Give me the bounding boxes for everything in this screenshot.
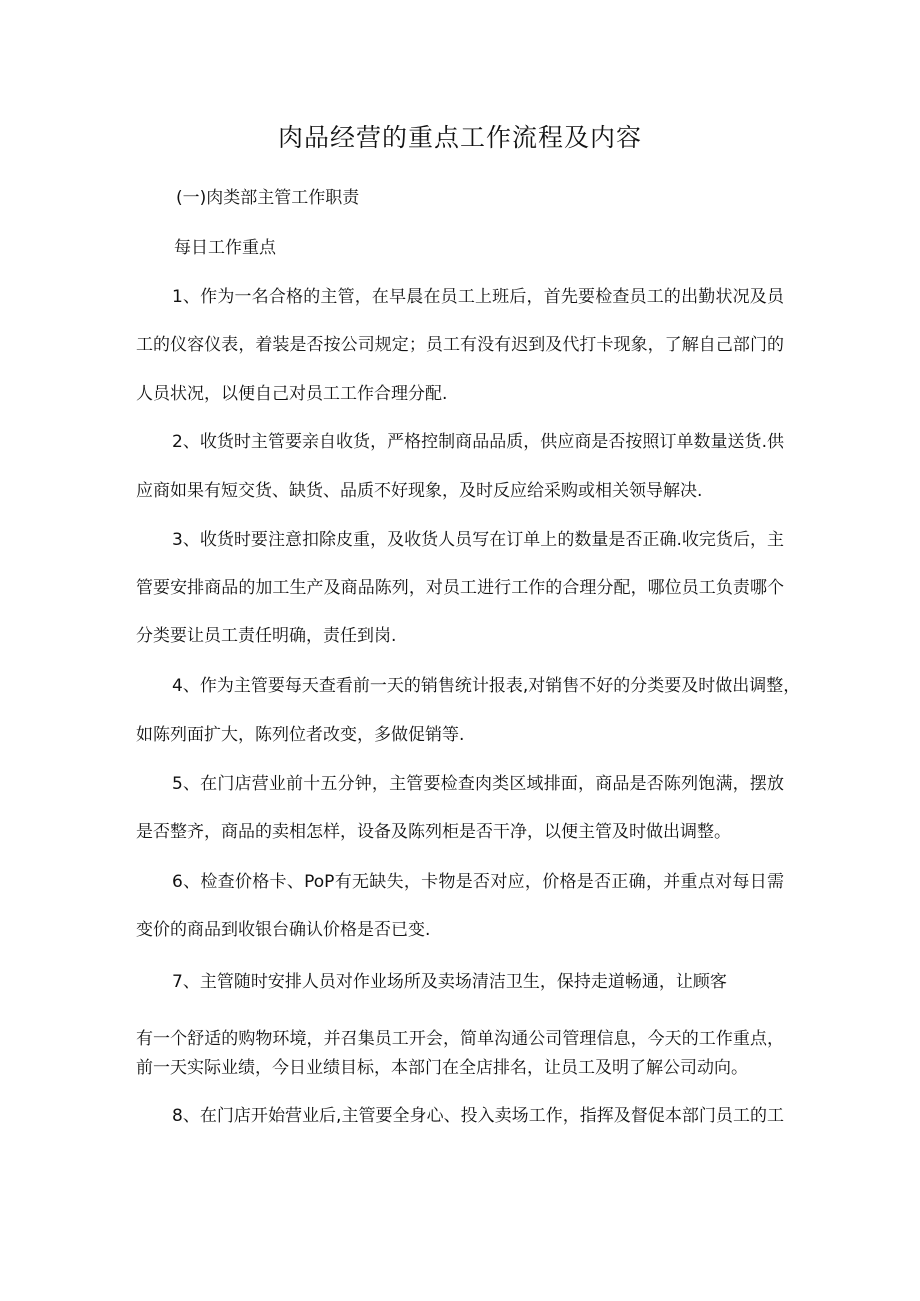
paragraph-8-line-1: 8、在门店开始营业后,主管要全身心、投入卖场工作，指挥及督促本部门员工的工 <box>172 1106 784 1126</box>
paragraph-5-line-2: 是否整齐，商品的卖相怎样，设备及陈列柜是否干净，以便主管及时做出调整。 <box>136 822 731 842</box>
paragraph-1-line-1: 1、作为一名合格的主管，在早晨在员工上班后，首先要检查员工的出勤状况及员 <box>172 287 784 307</box>
paragraph-2-line-2: 应商如果有短交货、缺货、品质不好现象，及时反应给采购或相关领导解决. <box>136 481 703 501</box>
paragraph-1-line-3: 人员状况，以便自己对员工工作合理分配. <box>136 384 448 404</box>
paragraph-4-line-2: 如陈列面扩大，陈列位者改变，多做促销等. <box>136 725 465 745</box>
paragraph-4-line-1: 4、作为主管要每天查看前一天的销售统计报表,对销售不好的分类要及时做出调整， <box>172 676 801 696</box>
paragraph-7-line-3: 前一天实际业绩，今日业绩目标，本部门在全店排名，让员工及明了解公司动向。 <box>136 1058 748 1078</box>
paragraph-2-line-1: 2、收货时主管要亲自收货，严格控制商品品质，供应商是否按照订单数量送货.供 <box>172 432 784 452</box>
document-title: 肉品经营的重点工作流程及内容 <box>277 123 642 152</box>
subheading: 每日工作重点 <box>174 238 276 258</box>
paragraph-3-line-1: 3、收货时要注意扣除皮重，及收货人员写在订单上的数量是否正确.收完货后，主 <box>172 530 784 550</box>
paragraph-1-line-2: 工的仪容仪表，着装是否按公司规定；员工有没有迟到及代打卡现象，了解自己部门的 <box>136 335 784 355</box>
paragraph-6-line-1: 6、检查价格卡、PoP有无缺失，卡物是否对应，价格是否正确，并重点对每日需 <box>172 872 784 892</box>
paragraph-7-line-2: 有一个舒适的购物环境，并召集员工开会，简单沟通公司管理信息，今天的工作重点， <box>136 1029 784 1049</box>
paragraph-6-line-2: 变价的商品到收银台确认价格是否已变. <box>136 920 431 940</box>
section-heading: (一)肉类部主管工作职责 <box>176 188 360 208</box>
paragraph-3-line-3: 分类要让员工责任明确，责任到岗. <box>136 626 397 646</box>
paragraph-3-line-2: 管要安排商品的加工生产及商品陈列，对员工进行工作的合理分配，哪位员工负责哪个 <box>136 578 784 598</box>
paragraph-7-line-1: 7、主管随时安排人员对作业场所及卖场清洁卫生，保持走道畅通，让顾客 <box>172 972 727 992</box>
paragraph-5-line-1: 5、在门店营业前十五分钟，主管要检查肉类区域排面，商品是否陈列饱满，摆放 <box>172 774 784 794</box>
